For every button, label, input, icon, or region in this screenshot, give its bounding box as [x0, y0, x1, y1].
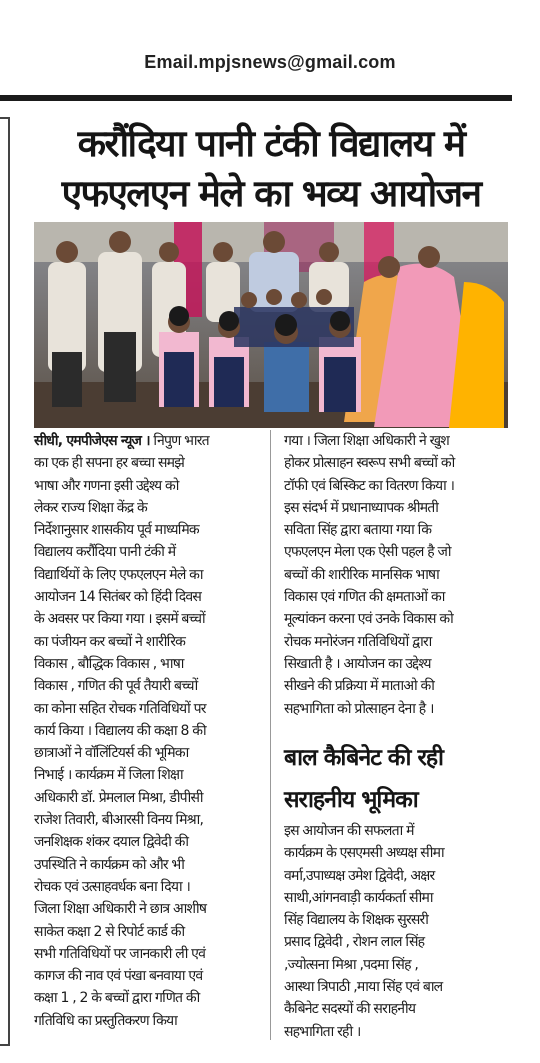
article-line: अधिकारी डॉ. प्रेमलाल मिश्रा, डीपीसी: [34, 789, 203, 806]
article-line: मूल्यांकन करना एवं उनके विकास को: [284, 611, 453, 628]
article-line: विद्यार्थियों के लिए एफएलएन मेले का: [34, 566, 203, 583]
article-line: के अवसर पर किया गया । इसमें बच्चों: [34, 611, 205, 628]
article-line: सभी गतिविधियों पर जानकारी ली एवं: [34, 945, 206, 962]
subheading-line-2: सराहनीय भूमिका: [284, 787, 418, 813]
column-divider: [270, 430, 271, 1040]
article-line: निभाई । कार्यक्रम में जिला शिक्षा: [34, 767, 183, 784]
article-line: वर्मा,उपाध्यक्ष उमेश द्विवेदी, अक्षर: [284, 867, 435, 884]
dateline: सीधी, एमपीजेएस न्यूज ।: [34, 433, 150, 449]
article-line: प्रसाद द्विवेदी , रोशन लाल सिंह: [284, 934, 425, 951]
header-email: Email.mpjsnews@gmail.com: [144, 52, 396, 72]
event-photo: [34, 222, 508, 428]
article-line: राजेश तिवारी, बीआरसी विनय मिश्रा,: [34, 812, 204, 829]
article-line: उपस्थिति ने कार्यक्रम को और भी: [34, 856, 185, 873]
article-line: भाषा और गणना इसी उद्देश्य को: [34, 477, 179, 494]
article-line: कार्यक्रम के एसएमसी अध्यक्ष सीमा: [284, 845, 444, 862]
article-line: ,ज्योत्सना मिश्रा ,पदमा सिंह ,: [284, 956, 419, 973]
article-line: टॉफी एवं बिस्किट का वितरण किया ।: [284, 477, 455, 494]
header-rule: [0, 95, 512, 101]
headline-line-2: एफएलएन मेले का भव्य आयोजन: [61, 172, 481, 215]
article-line: सिखाती है । आयोजन का उद्देश्य: [284, 655, 431, 672]
article-line: सीखने की प्रक्रिया में माताओ की: [284, 678, 435, 695]
article-line: होकर प्रोत्साहन स्वरूप सभी बच्चों को: [284, 455, 455, 472]
article-column-right: [284, 430, 514, 720]
article-line: एफएलएन मेला एक ऐसी पहल है जो: [284, 544, 451, 561]
article-line: छात्राओं ने वॉलिंटियर्स की भूमिका: [34, 745, 189, 762]
article-line: विद्यालय करौंदिया पानी टंकी में: [34, 544, 176, 561]
article-line: इस आयोजन की सफलता में: [284, 823, 414, 839]
article-line: जिला शिक्षा अधिकारी ने छात्र आशीष: [34, 901, 207, 918]
article-line-text: निपुण भारत: [149, 433, 209, 449]
article-line: विकास एवं गणित की क्षमताओं का: [284, 589, 445, 606]
article-line: जनशिक्षक शंकर दयाल द्विवेदी की: [34, 834, 189, 851]
article-line: गया । जिला शिक्षा अधिकारी ने खुश: [284, 433, 449, 449]
article-line: कागज की नाव एवं पंखा बनवाया एवं: [34, 968, 203, 985]
event-photo-illustration: [34, 222, 508, 428]
article-line: कार्य किया । विद्यालय की कक्षा 8 की: [34, 722, 206, 739]
column-frame: [0, 117, 10, 1046]
article-line: का पंजीयन कर बच्चों ने शारीरिक: [34, 633, 186, 650]
article-line: निर्देशानुसार शासकीय पूर्व माध्यमिक: [34, 522, 199, 539]
article-line: सविता सिंह द्वारा बताया गया कि: [284, 522, 432, 539]
article-line: लेकर राज्य शिक्षा केंद्र के: [34, 499, 147, 516]
article-line: रोचक मनोरंजन गतिविधियों द्वारा: [284, 633, 432, 650]
article-line: साथी,आंगनवाड़ी कार्यकर्ता सीमा: [284, 889, 433, 906]
article-line: कैबिनेट सदस्यों की सराहनीय: [284, 1001, 416, 1018]
article-line: का एक ही सपना हर बच्चा समझे: [34, 455, 185, 472]
article-line: गतिविधि का प्रस्तुतिकरण किया: [34, 1012, 177, 1029]
article-line: विकास , बौद्धिक विकास , भाषा: [34, 655, 184, 672]
article-line: का कोना सहित रोचक गतिविधियों पर: [34, 700, 206, 717]
article-line: रोचक एवं उत्साहवर्धक बना दिया ।: [34, 878, 191, 895]
article-line: [34, 430, 264, 452]
article-column-left: [34, 430, 264, 1032]
headline-line-1: करौंदिया पानी टंकी विद्यालय में: [77, 122, 465, 165]
article-column-right-continued: [284, 820, 514, 1043]
article-line: इस संदर्भ में प्रधानाध्यापक श्रीमती: [284, 499, 439, 516]
article-line: बच्चों की शारीरिक मानसिक भाषा: [284, 566, 439, 583]
subheading-line-1: बाल कैबिनेट की रही: [284, 745, 444, 771]
article-line: आयोजन 14 सितंबर को हिंदी दिवस: [34, 589, 202, 606]
article-line: कक्षा 1 , 2 के बच्चों द्वारा गणित की: [34, 990, 200, 1007]
article-line: सहभागिता को प्रोत्साहन देना है ।: [284, 700, 434, 717]
article-line: विकास , गणित की पूर्व तैयारी बच्चों: [34, 678, 198, 695]
article-line: साकेत कक्षा 2 से रिपोर्ट कार्ड की: [34, 923, 185, 940]
article-line: सहभागिता रही ।: [284, 1023, 361, 1040]
article-line: आस्था त्रिपाठी ,माया सिंह एवं बाल: [284, 979, 443, 996]
article-line: सिंह विद्यालय के शिक्षक सुरसरी: [284, 912, 429, 929]
